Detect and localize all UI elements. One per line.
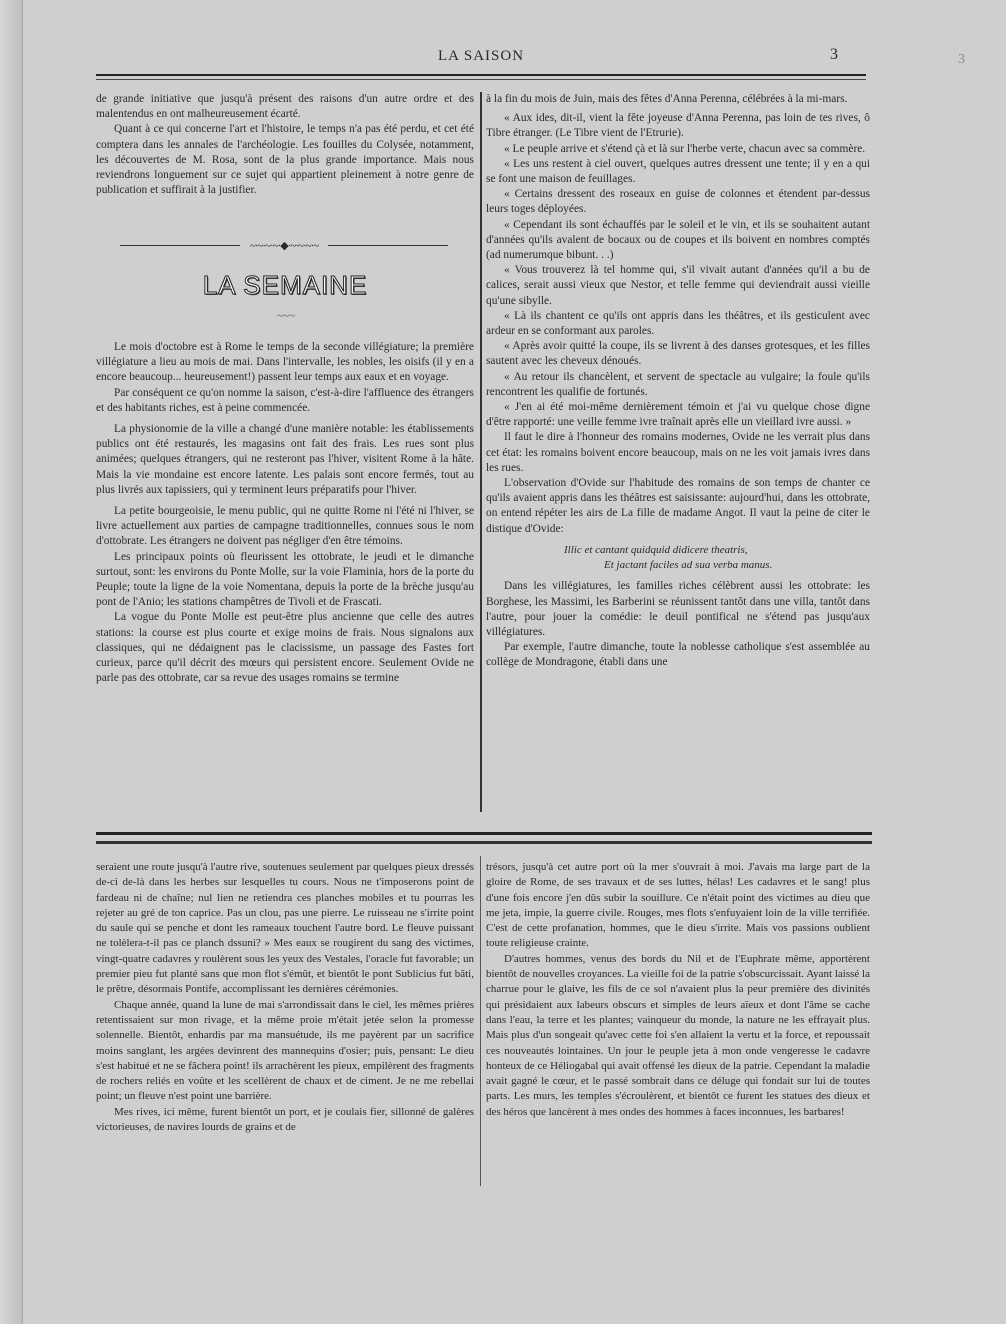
verse-line: Illic et cantant quidquid didicere theatris, (564, 543, 748, 556)
column-bottom-right (486, 860, 870, 1120)
column-top-left (96, 92, 474, 198)
paragraph: D'autres hommes, venus des bords du Nil et de l'Euphrate même, apportèrent bientôt de nouvelles croyances. La vieille foi de la patrie s'obscurcissait. Ayant laissé la charrue pour le glaive, les fils de ce sol n'avaient plus la peur première des divinités qui présidaient aux labeurs obscurs et simples de leurs aïeux et dont l'âme se cache dans l'eau, la terre et les plantes; vainqueur du monde, la nature ne les effrayait plus. Mais plus d'un songeait qu'avec cette foi s'en allaient la vertu et la force, et repoussait ces nouveautés lointaines. Un jour le peuple jeta à mon onde vengeresse le cadavre honteux de ce Héliogabal qui avait offensé les dieux de la patrie. Cependant la maladie avait gagné le cœur, et le passé sombrait dans ce déluge qui fondait sur lui de toutes parts. Les murs, les temples s'écroulèrent, et bientôt ce furent les statues des dieux et des héros que lancèrent à mes ondes des hommes à faces inconnues, les barbares! (486, 952, 870, 1118)
quote-paragraph: « J'en ai été moi-même dernièrement témoin et j'ai vu quelque chose digne d'être rapporté: une veille femme ivre traînait après elle un vieillard ivre aussi. » (486, 401, 870, 429)
paragraph: La physionomie de la ville a changé d'une manière notable: les établissements publics ont été restaurés, les magasins ont fait des frais. Les rues sont plus animées; quelques étrangers, qui ne resteront pas l'hiver, visitent Rome à la hâte. Mais la vie mondaine est encore latente. Les palais sont encore fermés, tout au plus livrés aux tapissiers, qui y terminent leurs préparatifs pour l'hiver. (96, 423, 474, 496)
quote-paragraph: « Vous trouverez là tel homme qui, s'il vivait autant d'années qu'il a bu de calices, serait aussi vieux que Nestor, et telle femme qui deviendrait aussi vieille qu'une sibylle. (486, 264, 870, 307)
ornament-glyph: ~·~·~·~·◆·~·~·~·~ (249, 240, 319, 252)
section-ornament (120, 240, 448, 252)
paragraph: Dans les villégiatures, les familles riches célèbrent aussi les ottobrate: les Borghese, les Massimi, les Barberini se réunissent tantôt dans une villa, tantôt dans l'autre, pour jouer la comédie: le deuil pontifical ne s'étend pas jusqu'aux villégiatures. (486, 580, 870, 638)
quote-paragraph: « Cependant ils sont échauffés par le soleil et le vin, et ils se souhaitent autant d'années qu'ils avalent de bocaux ou de coupes et ils boivent en nombres comptés (ad numerumque bibunt. . .) (486, 218, 870, 262)
paragraph: seraient une route jusqu'à l'autre rive, soutenues seulement par quelques pieux dressés de-ci de-là dans les herbes sur lesquelles tu cours. Nous ne t'imposerons point de fardeau ni de chaîne; nul lien ne retiendra ces planches mobiles et tu pourras les rejeter au gré de ton caprice. Pas un clou, pas une pierre. Le ruisseau ne s'irrite point du saule qui se penche et dont les rameaux touchent l'autre bord. Le fleuve puissant ne tolèlera-t-il pas ce planch dssuni? » Mes eaux se rougirent du sang des victimes, vingt-quatre cadavres y roulèrent sous les yeux des Vestales, l'oracle fut favorable; un premier pieu fut planté sans que mon flot s'émût, et bientôt le pont Sublicius fut bâti, le prêtre, désormais Pontife, accomplissant les dernières cérémonies. (96, 861, 474, 996)
section-flourish: ~~~ (277, 310, 295, 322)
paragraph: à la fin du mois de Juin, mais des fêtes d'Anna Perenna, célébrées à la mi-mars. (486, 93, 848, 105)
paragraph: trésors, jusqu'à cet autre port où la mer s'ouvrait à moi. J'avais ma large part de la gloire de Rome, de ses travaux et de ses luttes, hélas! Les cadavres et le sang! plus d'une fois encore j'en dûs subir la souillure. Ce n'était point des victimes au dieu que me jeta, impie, la guerre civile. Rouges, mes flots s'enfuyaient loin de la ville terrifiée. C'est de cette profanation, hommes, que le dieu s'irrite. Mais vos passions oublient toute religieuse crainte. (486, 861, 870, 950)
ornament-line-right (328, 245, 448, 246)
column-divider-bottom (480, 856, 481, 1186)
quote-paragraph: « Aux ides, dit-il, vient la fête joyeuse d'Anna Perenna, pas loin de tes rives, ô Tibre étranger. (Le Tibre vient de l'Etrurie). (486, 112, 870, 140)
feuilleton-separator (96, 832, 872, 842)
verse-line: Et jactant faciles ad sua verba manus. (604, 559, 773, 572)
page-number: 3 (830, 46, 838, 63)
quote-paragraph: « Les uns restent à ciel ouvert, quelques autres dressent une tente; il y en a qui se font une maison de feuillages. (486, 157, 870, 186)
paragraph: Chaque année, quand la lune de mai s'arrondissait dans le ciel, les mêmes prières retentissaient sur mon rivage, et la même proie m'était jetée selon la promesse solennelle. Bientôt, enhardis par ma mansuétude, ils me payèrent par un sacrifice moins sanglant, les argées devinrent des mannequins d'osier; puis, pensant: Le dieu s'est habitué et ne se fâchera point! ils arrachèrent les pieux, empilèrent des fragments de rochers reliés en voûte et les scellèrent de chaux et de ciment. Je ne me rebellai point; un fleuve n'est point une barrière. (96, 998, 474, 1103)
quote-paragraph: « Après avoir quitté la coupe, ils se livrent à des danses grotesques, et les filles sautent avec les cheveux dénoués. (486, 340, 870, 368)
masthead-rule (96, 74, 866, 80)
quote-paragraph: « Certains dressent des roseaux en guise de colonnes et étendent par-dessus leurs toges déployées. (486, 188, 870, 216)
paragraph: Mes rives, ici même, furent bientôt un port, et je coulais fier, sillonné de galères victorieuses, de navires lourds de grains et de (96, 1105, 474, 1134)
section-title: LA SEMAINE (202, 270, 368, 300)
latin-verse (486, 543, 870, 573)
paragraph: L'observation d'Ovide sur l'habitude des romains de son temps de chanter ce qu'ils avaient appris dans les théâtres est saisissante: aujourd'hui, dans les ottobrate, on entend répéter les airs de La fille de madame Angot. Il vaut la peine de citer le distique d'Ovide: (486, 477, 870, 535)
masthead (96, 48, 866, 72)
column-bottom-left (96, 860, 474, 1135)
scan-page-number: 3 (958, 52, 965, 67)
column-top-right (486, 92, 870, 671)
quote-paragraph: « Au retour ils chancèlent, et servent de spectacle au vulgaire; la foule qu'ils rencontrent les qualifie de fortunés. (486, 370, 870, 398)
paragraph: La vogue du Ponte Molle est peut-être plus ancienne que celle des autres stations: la course est plus courte et exige moins de frais. Nous signalons aux classiques, qui ne dédaignent pas le clacissisme, un passage des Fastes fort curieux, parce qu'il décrit des mœurs qui persistent encore. Seulement Ovide ne parle pas des ottobrate, car sa revue des usages romains se termine (96, 611, 474, 685)
paragraph: Par exemple, l'autre dimanche, toute la noblesse catholique s'est assemblée au collège de Mondragone, établi dans une (486, 641, 870, 669)
feuilleton-separator-inner (96, 842, 872, 844)
paragraph: Quant à ce qui concerne l'art et l'histoire, le temps n'a pas été perdu, et cet été comptera dans les annales de l'archéologie. Les fouilles du Colysée, notamment, les découvertes de M. Rosa, sont de la plus grande importance. Mais nous reviendrons longuement sur ce sujet qui appartient pleinement à notre genre de publication et suffirait à la justifier. (96, 123, 474, 197)
page-binding-edge (0, 0, 23, 1324)
paragraph: Les principaux points où fleurissent les ottobrate, le jeudi et le dimanche surtout, sont: les environs du Ponte Molle, sur la voie Flaminia, hors de la porte du Peuple; toute la ligne de la voie Nomentana, depuis la porte de la brèche jusqu'au pont de l'Anio; les stations champêtres de Tivoli et de Frascati. (96, 550, 474, 609)
column-divider-top (480, 92, 482, 812)
paragraph: Par conséquent ce qu'on nomme la saison, c'est-à-dire l'affluence des étrangers et des habitants riches, est à peine commencée. (96, 386, 474, 414)
paragraph: de grande initiative que jusqu'à présent des raisons d'un autre ordre et des malentendus en ont malheureusement écarté. (96, 93, 474, 121)
masthead-title: LA SAISON (437, 48, 525, 64)
quote-paragraph: « Le peuple arrive et s'étend çà et là sur l'herbe verte, chacun avec sa commère. (504, 142, 866, 155)
paragraph: Il faut le dire à l'honneur des romains modernes, Ovide ne les verrait plus dans cet état: les romains boivent encore beaucoup, mais on ne les voit jamais ivres dans les rues. (486, 431, 870, 474)
quote-paragraph: « Là ils chantent ce qu'ils ont appris dans les théâtres, et ils gesticulent avec ardeur en se conformant aux paroles. (486, 309, 870, 338)
paragraph: La petite bourgeoisie, le menu public, qui ne quitte Rome ni l'été ni l'hiver, se livre actuellement aux parties de campagne traditionnelles, connues sous le nom d'ottobrate. Les étrangers ne doivent pas négliger d'en être témoins. (96, 505, 474, 548)
ornament-line-left (120, 245, 240, 246)
column-la-semaine (96, 340, 474, 686)
paragraph: Le mois d'octobre est à Rome le temps de la seconde villégiature; la première villégiature a lieu au mois de mai. Dans l'intervalle, les nobles, les oisifs (il y en a encore beaucoup... heureusement!) passent leur temps aux eaux et en voyage. (96, 341, 474, 384)
